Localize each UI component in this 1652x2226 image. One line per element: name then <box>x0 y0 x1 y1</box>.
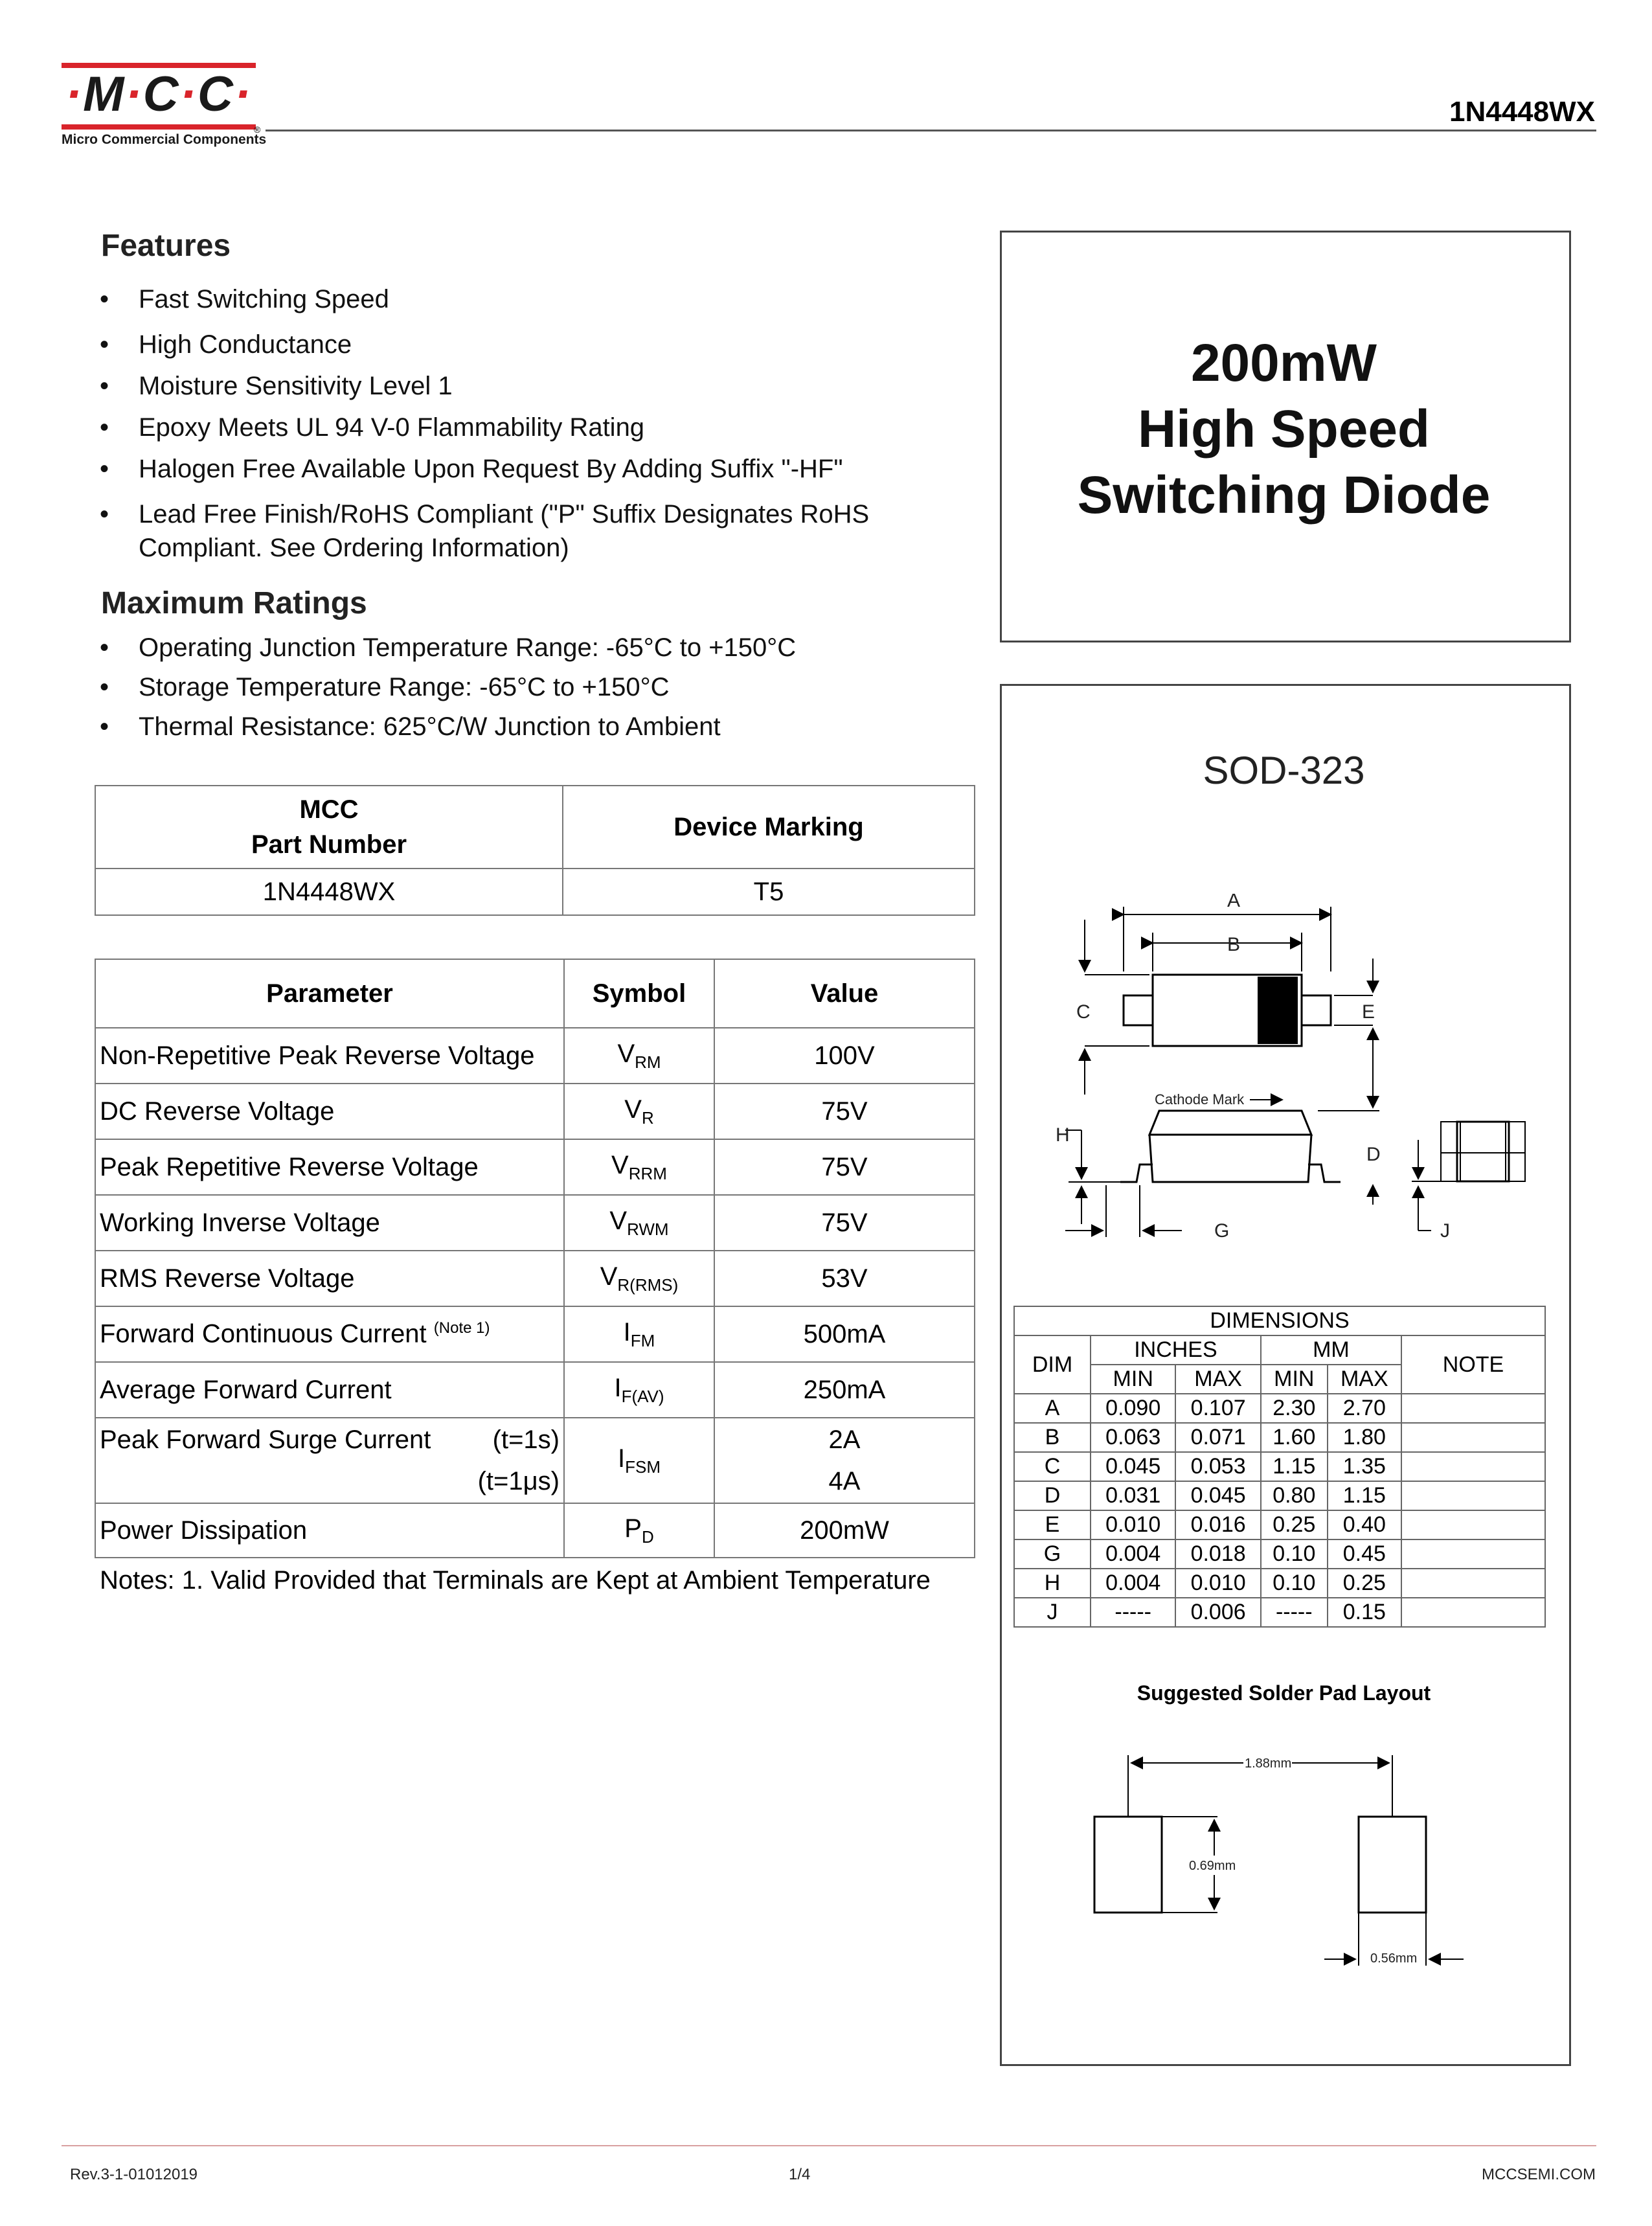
symbol-cell: $P_D$ <box>564 1503 714 1558</box>
features-heading: Features <box>101 229 231 263</box>
table-row: C 0.045 0.053 1.15 1.35 <box>1014 1452 1545 1481</box>
registered-mark: ® <box>254 124 261 135</box>
cathode-mark-label: Cathode Mark <box>1155 1091 1245 1107</box>
part-number-title: 1N4448WX <box>1449 96 1595 128</box>
table-row: D 0.031 0.045 0.80 1.15 <box>1014 1481 1545 1510</box>
product-title: 200mW High Speed Switching Diode <box>1077 334 1491 525</box>
dimensions-table <box>1013 1306 1546 1628</box>
param-cell: DC Reverse Voltage <box>95 1084 564 1139</box>
label-d: D <box>1366 1144 1381 1165</box>
value-cell: 100V <box>714 1028 975 1084</box>
feature-item: • High Conductance <box>100 328 955 361</box>
label-h: H <box>1056 1124 1070 1146</box>
feature-item: • Moisture Sensitivity Level 1 <box>100 369 955 403</box>
symbol-header: Symbol <box>564 959 714 1028</box>
table-row: E 0.010 0.016 0.25 0.40 <box>1014 1510 1545 1539</box>
solder-pad-left <box>1094 1817 1162 1913</box>
table-row: J ----- 0.006 ----- 0.15 <box>1014 1598 1545 1627</box>
marking-table <box>95 785 975 916</box>
table-row: B 0.063 0.071 1.60 1.80 <box>1014 1423 1545 1452</box>
package-drawing <box>1004 894 1561 1256</box>
parameter-header: Parameter <box>95 959 564 1028</box>
notes: Notes: 1. Valid Provided that Terminals are Kept at Ambient Temperature <box>100 1566 931 1595</box>
label-e: E <box>1362 1001 1375 1023</box>
logo-subtitle: Micro Commercial Components <box>62 132 267 147</box>
value-cell: 75V <box>714 1139 975 1195</box>
part-cell: 1N4448WX <box>95 869 563 915</box>
footer-website: MCCSEMI.COM <box>1482 2166 1596 2183</box>
inches-header: INCHES <box>1091 1335 1261 1365</box>
mcc-logo: ·M·C·C· <box>65 67 253 122</box>
value-cell: 200mW <box>714 1503 975 1558</box>
table-row: G 0.004 0.018 0.10 0.45 <box>1014 1539 1545 1569</box>
footer-rule <box>62 2145 1596 2146</box>
solder-pad-drawing <box>1069 1736 1522 1995</box>
header-rule <box>266 130 1596 131</box>
label-c: C <box>1076 1001 1091 1023</box>
max-header: MAX <box>1328 1365 1401 1394</box>
feature-item: • Fast Switching Speed <box>100 282 955 316</box>
dim-header: DIM <box>1014 1335 1091 1394</box>
param-cell: Peak Repetitive Reverse Voltage <box>95 1139 564 1195</box>
device-marking-header: Device Marking <box>563 786 975 869</box>
max-header: MAX <box>1175 1365 1260 1394</box>
rating-item: • Storage Temperature Range: -65°C to +150°C <box>100 670 955 704</box>
label-g: G <box>1214 1220 1230 1242</box>
solder-pad-right <box>1359 1817 1426 1913</box>
param-cell: RMS Reverse Voltage <box>95 1251 564 1306</box>
rating-item: • Operating Junction Temperature Range: -65°C to +150°C <box>100 631 955 664</box>
solder-pitch-label: 1.88mm <box>1245 1756 1292 1771</box>
note-header: NOTE <box>1401 1335 1545 1394</box>
symbol-cell: $I_{FM}$ <box>564 1306 714 1362</box>
max-ratings-heading: Maximum Ratings <box>101 586 367 620</box>
solder-width-label: 0.56mm <box>1370 1951 1418 1966</box>
ratings-table <box>95 959 975 1558</box>
param-cell: Forward Continuous Current $^{(Note 1)}$ <box>95 1306 564 1362</box>
symbol-cell: $I_{F(AV)}$ <box>564 1362 714 1418</box>
footer-page: 1/4 <box>789 2166 811 2183</box>
label-j: J <box>1440 1220 1450 1242</box>
value-cell: 53V <box>714 1251 975 1306</box>
min-header: MIN <box>1261 1365 1328 1394</box>
value-header: Value <box>714 959 975 1028</box>
param-cell: Non-Repetitive Peak Reverse Voltage <box>95 1028 564 1084</box>
max-ratings-list <box>100 631 955 744</box>
feature-item: • Lead Free Finish/RoHS Compliant ("P" Suffix Designates RoHS Compliant. See Ordering Information) <box>100 497 955 565</box>
solder-height-label: 0.69mm <box>1189 1859 1236 1873</box>
value-cell: 75V <box>714 1084 975 1139</box>
mm-header: MM <box>1261 1335 1401 1365</box>
label-b: B <box>1227 934 1241 955</box>
mcc-part-header: MCC Part Number <box>95 786 563 869</box>
param-cell-surge: Peak Forward Surge Current (t=1s) (t=1μs) <box>95 1418 564 1503</box>
symbol-cell: $V_{R(RMS)}$ <box>564 1251 714 1306</box>
cathode-band <box>1258 977 1298 1044</box>
symbol-cell: $I_{FSM}$ <box>564 1418 714 1503</box>
logo-bar-bottom <box>62 124 256 130</box>
solder-pad-title: Suggested Solder Pad Layout <box>1137 1681 1431 1705</box>
param-cell: Average Forward Current <box>95 1362 564 1418</box>
rating-item: • Thermal Resistance: 625°C/W Junction to Ambient <box>100 710 955 744</box>
table-row: H 0.004 0.010 0.10 0.25 <box>1014 1569 1545 1598</box>
feature-item: • Epoxy Meets UL 94 V-0 Flammability Rating <box>100 411 955 444</box>
value-cell: 2A 4A <box>714 1418 975 1503</box>
symbol-cell: $V_R$ <box>564 1084 714 1139</box>
value-cell: 75V <box>714 1195 975 1251</box>
package-name: SOD-323 <box>1203 749 1365 792</box>
feature-item: • Halogen Free Available Upon Request By Adding Suffix "-HF" <box>100 452 955 486</box>
symbol-cell: $V_{RRM}$ <box>564 1139 714 1195</box>
value-cell: 250mA <box>714 1362 975 1418</box>
param-cell: Working Inverse Voltage <box>95 1195 564 1251</box>
table-row: A 0.090 0.107 2.30 2.70 <box>1014 1394 1545 1423</box>
dimensions-title: DIMENSIONS <box>1014 1306 1545 1335</box>
symbol-cell: $V_{RWM}$ <box>564 1195 714 1251</box>
marking-cell: T5 <box>563 869 975 915</box>
value-cell: 500mA <box>714 1306 975 1362</box>
label-a: A <box>1227 894 1241 911</box>
min-header: MIN <box>1091 1365 1175 1394</box>
features-list <box>100 282 955 565</box>
param-cell: Power Dissipation <box>95 1503 564 1558</box>
symbol-cell: $V_{RM}$ <box>564 1028 714 1084</box>
footer-revision: Rev.3-1-01012019 <box>70 2166 198 2183</box>
